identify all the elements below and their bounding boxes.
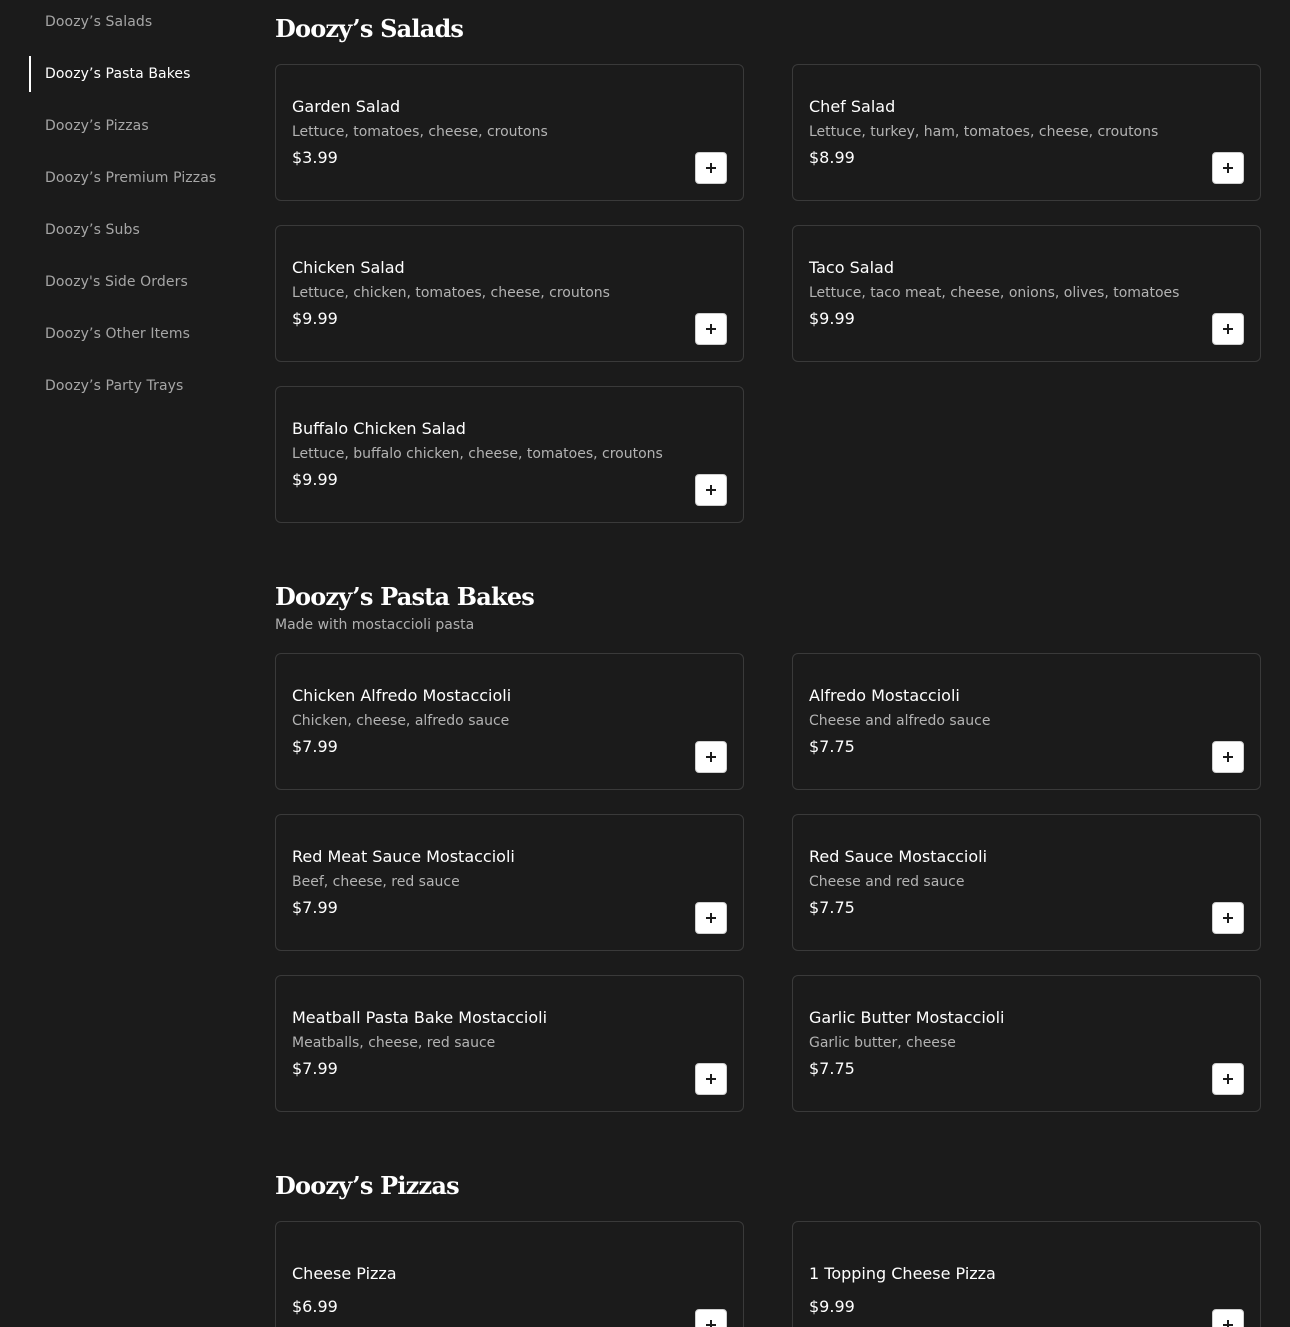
- menu-item-name: Garden Salad: [292, 97, 401, 116]
- plus-icon: [1223, 752, 1233, 762]
- menu-item-price: $7.75: [809, 1059, 855, 1078]
- menu-item-description: Lettuce, turkey, ham, tomatoes, cheese, croutons: [809, 124, 1159, 140]
- menu-item-card[interactable]: [792, 975, 1261, 1112]
- plus-icon: [1223, 163, 1233, 173]
- menu-item-name: Taco Salad: [809, 258, 894, 277]
- menu-item-price: $8.99: [809, 148, 855, 167]
- menu-item-card[interactable]: [792, 814, 1261, 951]
- menu-item-price: $7.99: [292, 737, 338, 756]
- menu-item-price: $7.75: [809, 737, 855, 756]
- add-item-button[interactable]: [1212, 1309, 1244, 1327]
- menu-item-name: Chicken Salad: [292, 258, 405, 277]
- menu-item-card[interactable]: [275, 64, 744, 201]
- sidebar-item-premium-pizzas[interactable]: Doozy’s Premium Pizzas: [45, 170, 217, 186]
- add-item-button[interactable]: [695, 474, 727, 506]
- menu-item-name: Red Meat Sauce Mostaccioli: [292, 847, 515, 866]
- menu-item-card[interactable]: [275, 225, 744, 362]
- plus-icon: [706, 485, 716, 495]
- section-subtitle: Made with mostaccioli pasta: [275, 617, 475, 633]
- menu-item-card[interactable]: [275, 814, 744, 951]
- plus-icon: [1223, 913, 1233, 923]
- plus-icon: [706, 1074, 716, 1084]
- menu-item-description: Cheese and red sauce: [809, 874, 965, 890]
- menu-item-price: $9.99: [292, 309, 338, 328]
- plus-icon: [706, 752, 716, 762]
- section-title-pasta-bakes: Doozy’s Pasta Bakes: [275, 582, 535, 611]
- sidebar-item-subs[interactable]: Doozy’s Subs: [45, 222, 140, 238]
- add-item-button[interactable]: [1212, 152, 1244, 184]
- plus-icon: [1223, 1074, 1233, 1084]
- menu-item-name: Meatball Pasta Bake Mostaccioli: [292, 1008, 548, 1027]
- menu-item-description: Cheese and alfredo sauce: [809, 713, 991, 729]
- add-item-button[interactable]: [695, 313, 727, 345]
- menu-item-price: $7.99: [292, 898, 338, 917]
- menu-item-price: $3.99: [292, 148, 338, 167]
- menu-item-description: Lettuce, tomatoes, cheese, croutons: [292, 124, 548, 140]
- plus-icon: [706, 913, 716, 923]
- menu-item-description: Beef, cheese, red sauce: [292, 874, 460, 890]
- sidebar-item-salads[interactable]: Doozy’s Salads: [45, 14, 153, 30]
- menu-item-card[interactable]: [275, 386, 744, 523]
- sidebar-item-other-items[interactable]: Doozy’s Other Items: [45, 326, 191, 342]
- add-item-button[interactable]: [1212, 902, 1244, 934]
- sidebar-item-pasta-bakes[interactable]: Doozy’s Pasta Bakes: [29, 56, 191, 92]
- add-item-button[interactable]: [695, 152, 727, 184]
- menu-item-card[interactable]: [275, 975, 744, 1112]
- add-item-button[interactable]: [1212, 313, 1244, 345]
- menu-item-card[interactable]: [275, 1221, 744, 1327]
- plus-icon: [1223, 324, 1233, 334]
- add-item-button[interactable]: [695, 1063, 727, 1095]
- plus-icon: [706, 1320, 716, 1327]
- menu-item-name: Cheese Pizza: [292, 1264, 397, 1283]
- menu-item-card[interactable]: [792, 1221, 1261, 1327]
- menu-item-price: $7.99: [292, 1059, 338, 1078]
- menu-item-description: Lettuce, chicken, tomatoes, cheese, croutons: [292, 285, 610, 301]
- menu-item-description: Lettuce, taco meat, cheese, onions, olives, tomatoes: [809, 285, 1180, 301]
- menu-item-description: Garlic butter, cheese: [809, 1035, 956, 1051]
- sidebar-item-pizzas[interactable]: Doozy’s Pizzas: [45, 118, 149, 134]
- add-item-button[interactable]: [695, 902, 727, 934]
- sidebar-item-party-trays[interactable]: Doozy’s Party Trays: [45, 378, 184, 394]
- plus-icon: [706, 324, 716, 334]
- menu-item-name: Chef Salad: [809, 97, 896, 116]
- menu-item-name: Red Sauce Mostaccioli: [809, 847, 988, 866]
- menu-item-card[interactable]: [275, 653, 744, 790]
- plus-icon: [706, 163, 716, 173]
- menu-item-price: $6.99: [292, 1297, 338, 1316]
- add-item-button[interactable]: [695, 741, 727, 773]
- menu-item-description: Meatballs, cheese, red sauce: [292, 1035, 496, 1051]
- add-item-button[interactable]: [1212, 1063, 1244, 1095]
- menu-item-price: $9.99: [809, 309, 855, 328]
- menu-item-description: Lettuce, buffalo chicken, cheese, tomatoes, croutons: [292, 446, 663, 462]
- menu-item-price: $9.99: [292, 470, 338, 489]
- menu-item-card[interactable]: [792, 653, 1261, 790]
- add-item-button[interactable]: [695, 1309, 727, 1327]
- menu-item-name: 1 Topping Cheese Pizza: [809, 1264, 996, 1283]
- menu-item-name: Alfredo Mostaccioli: [809, 686, 960, 705]
- menu-item-description: Chicken, cheese, alfredo sauce: [292, 713, 510, 729]
- sidebar-item-side-orders[interactable]: Doozy's Side Orders: [45, 274, 188, 290]
- menu-item-price: $9.99: [809, 1297, 855, 1316]
- menu-item-name: Garlic Butter Mostaccioli: [809, 1008, 1005, 1027]
- add-item-button[interactable]: [1212, 741, 1244, 773]
- menu-item-price: $7.75: [809, 898, 855, 917]
- menu-item-name: Chicken Alfredo Mostaccioli: [292, 686, 512, 705]
- section-title-salads: Doozy’s Salads: [275, 14, 464, 43]
- menu-item-name: Buffalo Chicken Salad: [292, 419, 466, 438]
- section-title-pizzas: Doozy’s Pizzas: [275, 1171, 459, 1200]
- plus-icon: [1223, 1320, 1233, 1327]
- menu-item-card[interactable]: [792, 64, 1261, 201]
- menu-item-card[interactable]: [792, 225, 1261, 362]
